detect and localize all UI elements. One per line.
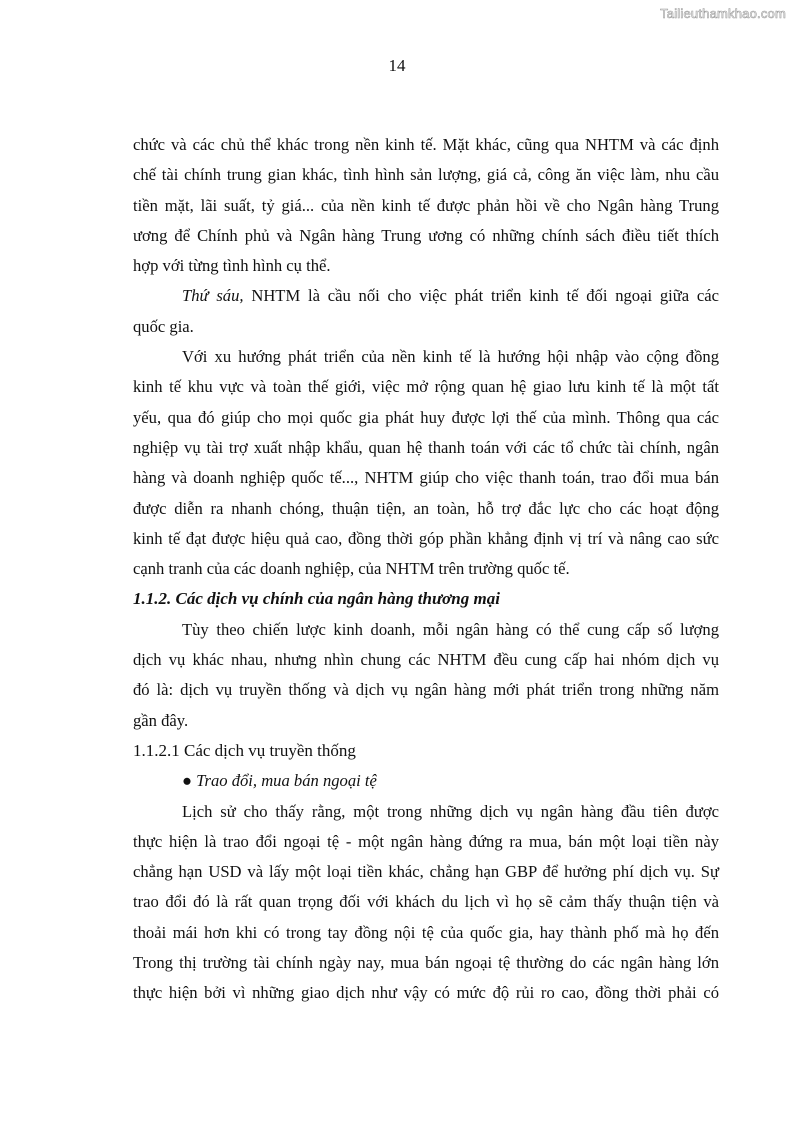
- text-line: thoải mái hơn khi có trong tay đồng nội tệ của quốc gia, hay thành phố mà họ đến: [133, 922, 719, 942]
- section-heading-1-1-2-1: 1.1.2.1 Các dịch vụ truyền thống: [133, 740, 356, 760]
- text-line: dịch vụ khác nhau, nhưng nhìn chung các NHTM đều cung cấp hai nhóm dịch vụ: [133, 650, 719, 670]
- text-line: [133, 281, 719, 311]
- text-line: Tùy theo chiến lược kinh doanh, mỗi ngân hàng có thể cung cấp số lượng: [182, 619, 719, 639]
- document-body: [133, 130, 719, 1009]
- bullet-dot-icon: ●: [182, 771, 193, 791]
- paragraph-services-intro: [133, 615, 719, 736]
- bullet-text: Trao đổi, mua bán ngoại tệ: [192, 771, 377, 791]
- text-line: quốc gia.: [133, 316, 194, 336]
- paragraph-sixth-role: [133, 281, 719, 342]
- paragraph-currency-exchange: [133, 797, 719, 1009]
- text-line: chẳng hạn USD và lấy một loại tiền khác, chẳng hạn GBP để hưởng phí dịch vụ. Sự: [133, 862, 719, 882]
- section-heading-1-1-2: 1.1.2. Các dịch vụ chính của ngân hàng thương mại: [133, 589, 500, 609]
- text-line: gần đây.: [133, 710, 189, 730]
- text-line: Trong thị trường tài chính ngày nay, mua bán ngoại tệ thường do các ngân hàng lớn: [133, 953, 719, 973]
- text-line: yếu, qua đó giúp cho mọi quốc gia phát huy được lợi thế của mình. Thông qua các: [133, 407, 719, 427]
- page-number: 14: [388, 56, 406, 75]
- text-line: Với xu hướng phát triển của nền kinh tế là hướng hội nhập vào cộng đồng: [182, 347, 719, 367]
- text-line: hàng và doanh nghiệp quốc tế..., NHTM giúp cho việc thanh toán, trao đổi mua bán: [133, 468, 719, 488]
- text-line: thực hiện là trao đổi ngoại tệ - một ngân hàng đứng ra mua, bán một loại tiền này: [133, 831, 719, 851]
- text-line: được diễn ra nhanh chóng, thuận tiện, an toàn, hỗ trợ đắc lực cho các hoạt động: [133, 498, 719, 518]
- text-line: cạnh tranh của các doanh nghiệp, của NHTM trên trường quốc tế.: [133, 559, 570, 579]
- text-line: Lịch sử cho thấy rằng, một trong những dịch vụ ngân hàng đầu tiên được: [182, 801, 719, 821]
- text-line: ương để Chính phủ và Ngân hàng Trung ương có những chính sách điều tiết thích: [133, 225, 719, 245]
- bullet-item: [133, 766, 719, 796]
- text-line: đó là: dịch vụ truyền thống và dịch vụ ngân hàng mới phát triển trong những năm: [133, 680, 719, 700]
- text-line: tiền mặt, lãi suất, tỷ giá... của nền kinh tế được phản hồi về cho Ngân hàng Trung: [133, 195, 719, 215]
- text-line: thực hiện bởi vì những giao dịch như vậy có mức độ rủi ro cao, đồng thời phải có: [133, 983, 719, 1003]
- text-line: nghiệp vụ tài trợ xuất nhập khẩu, quan hệ thanh toán với các tổ chức tài chính, ngân: [133, 437, 719, 457]
- text-fragment: NHTM là cầu nối cho việc phát triển kinh tế đối ngoại giữa các: [243, 286, 719, 306]
- paragraph-role-summary: [133, 130, 719, 281]
- italic-lead: Thứ sáu,: [182, 286, 244, 306]
- text-line: kinh tế khu vực và toàn thế giới, việc mở rộng quan hệ giao lưu kinh tế là một tất: [133, 377, 719, 397]
- text-line: chức và các chủ thể khác trong nền kinh tế. Mặt khác, cũng qua NHTM và các định: [133, 135, 719, 154]
- watermark: Tailieuthamkhao.com: [660, 6, 786, 21]
- text-line: hợp với từng tình hình cụ thể.: [133, 256, 331, 276]
- text-line: chế tài chính trung gian khác, tình hình sản lượng, giá cả, công ăn việc làm, nhu cầu: [133, 165, 719, 185]
- paragraph-integration: [133, 342, 719, 584]
- text-line: kinh tế đạt được hiệu quả cao, đồng thời góp phần khẳng định vị trí và nâng cao sức: [133, 528, 719, 548]
- text-line: trao đổi đó là rất quan trọng đối với khách du lịch vì họ sẽ cảm thấy thuận tiện và: [133, 892, 719, 912]
